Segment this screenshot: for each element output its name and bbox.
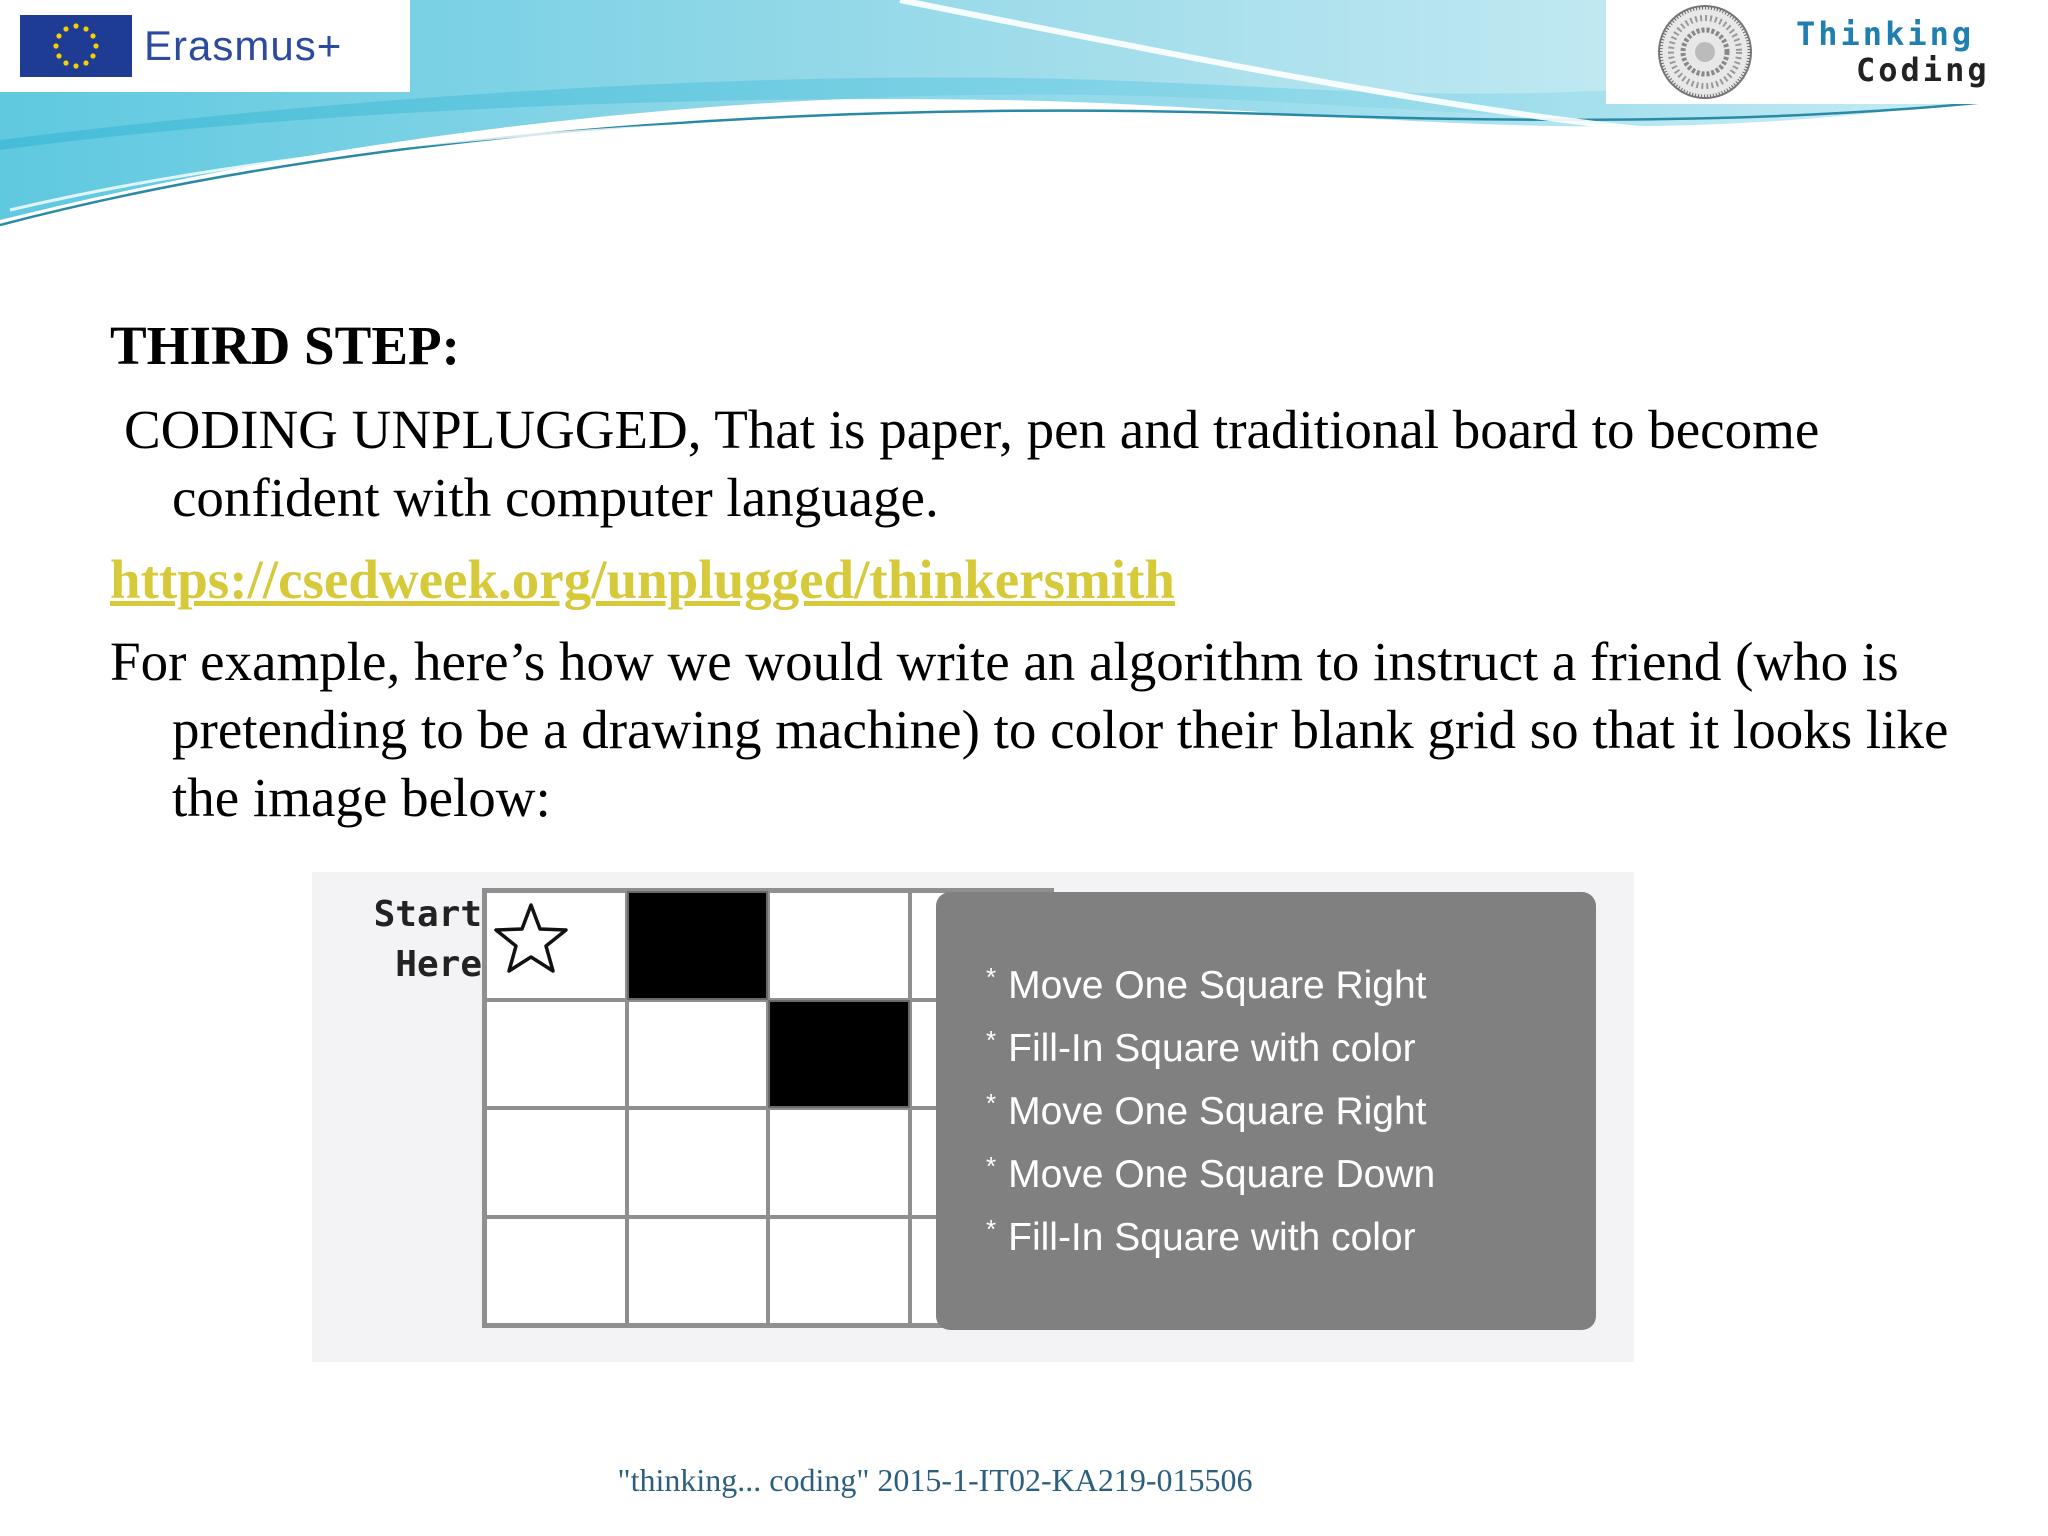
start-here-label bbox=[352, 890, 482, 990]
grid-cell bbox=[485, 1217, 627, 1326]
instruction-text: Move One Square Right bbox=[1008, 1090, 1427, 1133]
instruction-item bbox=[986, 954, 1435, 1017]
bullet-asterisk: * bbox=[986, 1025, 997, 1055]
bullet-asterisk: * bbox=[986, 1151, 997, 1181]
grid-cell bbox=[627, 1217, 769, 1326]
instruction-text: Move One Square Right bbox=[1008, 964, 1427, 1007]
start-label-line2: Here bbox=[395, 944, 482, 985]
grid-cell bbox=[485, 891, 627, 1000]
erasmus-logo bbox=[0, 0, 410, 92]
instruction-item bbox=[986, 1143, 1435, 1206]
example-paragraph: For example, here’s how we would write an algorithm to instruct a friend (who is pretending to be a drawing machine) to color their blank grid so that it looks like the image below: bbox=[110, 631, 1949, 828]
intro-paragraph: CODING UNPLUGGED, That is paper, pen and traditional board to become confident with computer language. bbox=[124, 399, 1820, 528]
instruction-item bbox=[986, 1206, 1435, 1269]
grid-cell-filled bbox=[627, 891, 769, 1000]
grid-cell bbox=[485, 1108, 627, 1217]
footer-project-code: "thinking... coding" 2015-1-IT02-KA219-015506 bbox=[617, 1462, 1253, 1498]
slide-heading: THIRD STEP: bbox=[110, 315, 460, 376]
instruction-text: Fill-In Square with color bbox=[1008, 1216, 1416, 1259]
logo-coding-text: Coding bbox=[1856, 51, 1990, 89]
star-icon bbox=[491, 899, 571, 979]
instruction-item bbox=[986, 1017, 1435, 1080]
instruction-item bbox=[986, 1080, 1435, 1143]
bullet-asterisk: * bbox=[986, 1214, 997, 1244]
grid-cell bbox=[768, 1108, 910, 1217]
grid-cell bbox=[768, 1217, 910, 1326]
thinking-coding-logo bbox=[1606, 0, 2048, 104]
seal-icon bbox=[1620, 2, 1790, 102]
bullet-asterisk: * bbox=[986, 1088, 997, 1118]
grid-cell bbox=[485, 1000, 627, 1109]
grid-cell bbox=[768, 891, 910, 1000]
logo-thinking-text: Thinking bbox=[1796, 15, 1975, 53]
instructions-list bbox=[986, 954, 1435, 1269]
unplugged-link[interactable]: https://csedweek.org/unplugged/thinkersmith bbox=[110, 549, 1175, 610]
instructions-panel bbox=[936, 892, 1596, 1330]
erasmus-logo-text: Erasmus+ bbox=[144, 22, 343, 69]
instruction-text: Fill-In Square with color bbox=[1008, 1027, 1416, 1070]
instruction-text: Move One Square Down bbox=[1008, 1153, 1436, 1196]
eu-flag-icon bbox=[20, 15, 132, 77]
grid-cell-filled bbox=[768, 1000, 910, 1109]
start-label-line1: Start bbox=[373, 894, 482, 935]
grid-cell bbox=[627, 1108, 769, 1217]
algorithm-figure bbox=[312, 872, 1634, 1362]
bullet-asterisk: * bbox=[986, 962, 997, 992]
grid-cell bbox=[627, 1000, 769, 1109]
